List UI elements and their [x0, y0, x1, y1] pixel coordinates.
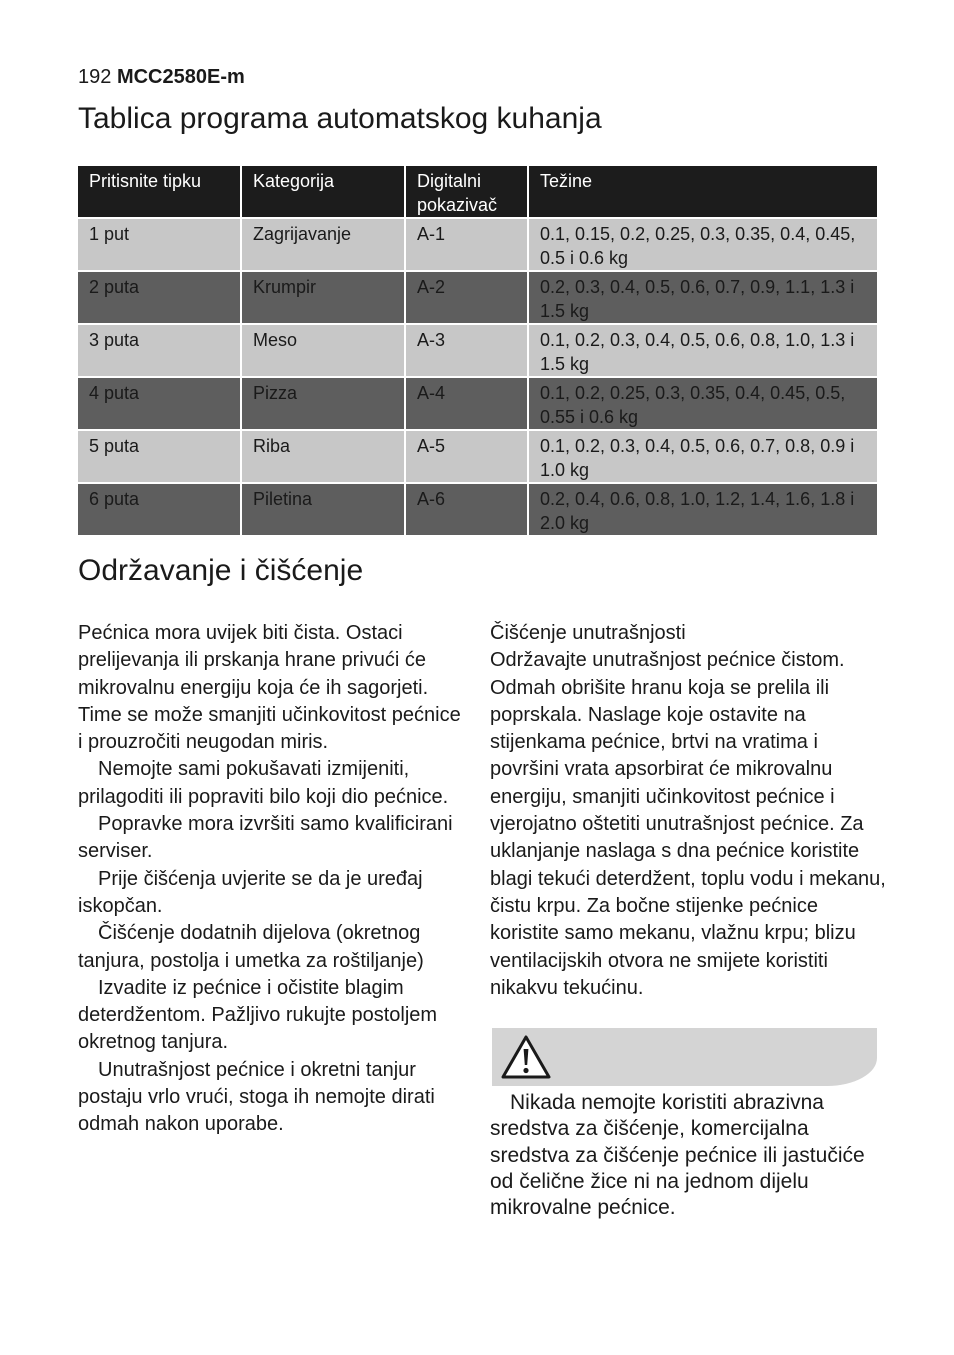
paragraph: Čišćenje dodatnih dijelova (okretnog tanjura, postolja i umetka za roštiljanje) [78, 922, 424, 972]
page-number: 192 [78, 66, 112, 88]
cell-category: Pizza [241, 377, 405, 430]
warning-text: Nikada nemojte koristiti abrazivna sredstva za čišćenje, komercijalna sredstva za čišćenje pećnice ili jastučiće od čelične žice ni na jednom dijelu mikrovalne pećnice. [490, 1091, 865, 1220]
model-name: MCC2580E-m [116, 66, 245, 88]
auto-cooking-table [78, 166, 877, 537]
cell-category: Riba [241, 430, 405, 483]
cell-category: Piletina [241, 483, 405, 536]
table-row [78, 218, 877, 271]
paragraph: Pećnica mora uvijek biti čista. Ostaci prelijevanja ili prskanja hrane privući će mikrovalnu energiju koja će ih sagorjeti. Time se može smanjiti učinkovitost pećnice i prouzročiti neugodan miris. [78, 622, 461, 754]
cell-display: A-2 [405, 271, 528, 324]
cell-weights: 0.1, 0.2, 0.3, 0.4, 0.5, 0.6, 0.7, 0.8, 0.9 i 1.0 kg [528, 430, 877, 483]
cell-display: A-5 [405, 430, 528, 483]
table-row [78, 377, 877, 430]
table-row [78, 324, 877, 377]
cell-weights: 0.1, 0.2, 0.3, 0.4, 0.5, 0.6, 0.8, 1.0, 1.3 i 1.5 kg [528, 324, 877, 377]
cell-display: A-1 [405, 218, 528, 271]
paragraph: Unutrašnjost pećnice i okretni tanjur postaju vrlo vrući, stoga ih nemojte dirati odmah nakon uporabe. [78, 1058, 435, 1136]
maintenance-right-column [490, 620, 890, 1002]
interior-cleaning-text: Održavajte unutrašnjost pećnice čistom. Odmah obrišite hranu koja se prelila ili poprskala. Naslage koje ostavite na stijenkama pećnice, brtvi na vratima i površini vrata apsorbirat će mikrovalnu energiju, smanjiti učinkovitost pećnice i vjerojatno oštetiti unutrašnjost pećnice. Za uklanjanje naslaga s dna pećnice koristite blagi tekući deterdžent, toplu vodu i mekanu, čistu krpu. Za bočne stijenke pećnice koristite samo mekanu, vlažnu krpu; blizu ventilacijskih otvora ne smijete koristiti nikakvu tekućinu. [490, 649, 886, 999]
cell-weights: 0.2, 0.3, 0.4, 0.5, 0.6, 0.7, 0.9, 1.1, 1.3 i 1.5 kg [528, 271, 877, 324]
table-header-row [78, 166, 877, 218]
cell-press: 4 puta [78, 377, 241, 430]
cell-category: Zagrijavanje [241, 218, 405, 271]
column-header-press: Pritisnite tipku [78, 166, 241, 218]
cell-category: Meso [241, 324, 405, 377]
cell-display: A-3 [405, 324, 528, 377]
column-header-display: Digitalni pokazivač [405, 166, 528, 218]
cell-display: A-6 [405, 483, 528, 536]
maintenance-left-column [78, 620, 468, 1139]
cell-press: 6 puta [78, 483, 241, 536]
warning-triangle-icon [500, 1034, 552, 1085]
maintenance-title: Održavanje i čišćenje [78, 554, 364, 587]
auto-cooking-title: Tablica programa automatskog kuhanja [78, 102, 602, 135]
cell-press: 1 put [78, 218, 241, 271]
paragraph: Popravke mora izvršiti samo kvalificirani serviser. [78, 813, 453, 863]
paragraph: Izvadite iz pećnice i očistite blagim deterdžentom. Pažljivo rukujte postoljem okretnog tanjura. [78, 976, 438, 1054]
column-header-category: Kategorija [241, 166, 405, 218]
interior-cleaning-heading: Čišćenje unutrašnjosti [490, 622, 686, 644]
cell-display: A-4 [405, 377, 528, 430]
cell-weights: 0.1, 0.15, 0.2, 0.25, 0.3, 0.35, 0.4, 0.45, 0.5 i 0.6 kg [528, 218, 877, 271]
column-header-weights: Težine [528, 166, 877, 218]
cell-press: 3 puta [78, 324, 241, 377]
page-header [78, 66, 245, 89]
cell-category: Krumpir [241, 271, 405, 324]
cell-press: 2 puta [78, 271, 241, 324]
table-row [78, 271, 877, 324]
warning-bar [492, 1028, 877, 1086]
cell-weights: 0.1, 0.2, 0.25, 0.3, 0.35, 0.4, 0.45, 0.5, 0.55 i 0.6 kg [528, 377, 877, 430]
paragraph: Prije čišćenja uvjerite se da je uređaj iskopčan. [78, 867, 423, 917]
paragraph: Nemojte sami pokušavati izmijeniti, prilagoditi ili popraviti bilo koji dio pećnice. [78, 758, 449, 808]
table-row [78, 483, 877, 536]
table-row [78, 430, 877, 483]
cell-weights: 0.2, 0.4, 0.6, 0.8, 1.0, 1.2, 1.4, 1.6, 1.8 i 2.0 kg [528, 483, 877, 536]
cell-press: 5 puta [78, 430, 241, 483]
